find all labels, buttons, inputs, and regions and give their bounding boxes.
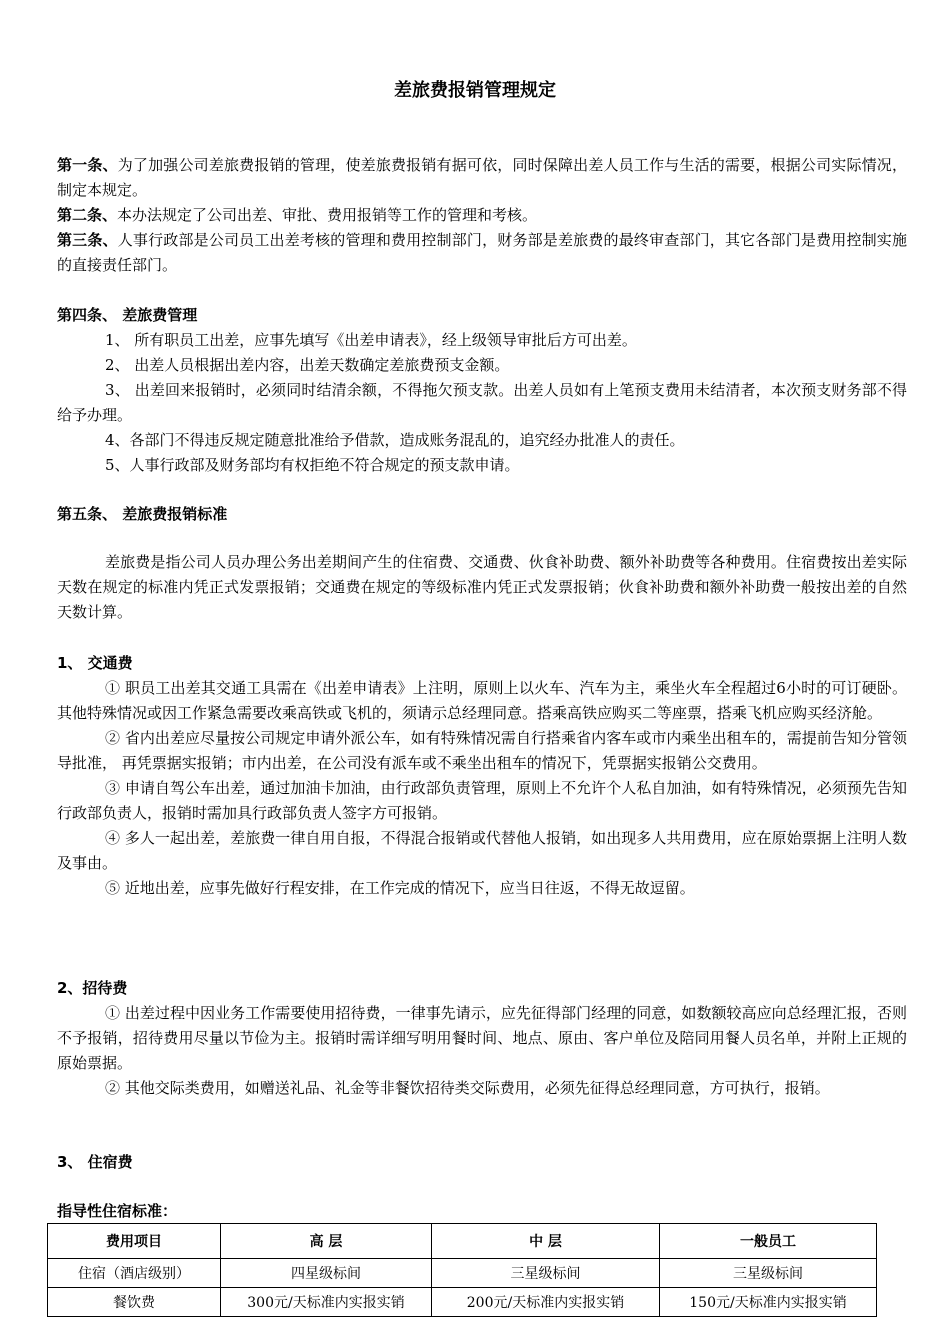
- transport-heading: 1、 交通费: [57, 654, 133, 672]
- table-header-row: [48, 1224, 877, 1259]
- article-5-heading: 第五条、 差旅费报销标准: [57, 505, 228, 523]
- transport-section: [57, 651, 907, 901]
- article-1-text: 为了加强公司差旅费报销的管理，使差旅费报销有据可依，同时保障出差人员工作与生活的需要，根据公司实际情况，制定本规定。: [57, 156, 907, 199]
- hospitality-item: ② 其他交际类费用，如赠送礼品、礼金等非餐饮招待类交际费用，必须先征得总经理同意，方可执行，报销。: [105, 1079, 830, 1097]
- article-5-section: [57, 502, 907, 527]
- table-header-cell: 一般员工: [660, 1224, 877, 1259]
- article-4-item: 3、 出差回来报销时，必须同时结清余额，不得拖欠预支款。出差人员如有上笔预支费用未结清者，本次预支财务部不得给予办理。: [57, 381, 907, 424]
- lodging-section: [57, 1150, 907, 1175]
- table-cell: 三星级标间: [432, 1259, 660, 1288]
- table-row: [48, 1259, 877, 1288]
- article-4-item: 1、 所有职员工出差，应事先填写《出差申请表》，经上级领导审批后方可出差。: [105, 331, 637, 349]
- table-cell: 三星级标间: [660, 1259, 877, 1288]
- article-4-heading: 第四条、 差旅费管理: [57, 306, 198, 324]
- article-4-item: 2、 出差人员根据出差内容，出差天数确定差旅费预支金额。: [105, 356, 510, 374]
- transport-item: ④ 多人一起出差，差旅费一律自用自报，不得混合报销或代替他人报销，如出现多人共用费用，应在原始票据上注明人数及事由。: [57, 829, 907, 872]
- article-4-item: 5、人事行政部及财务部均有权拒绝不符合规定的预支款申请。: [105, 456, 520, 474]
- table-cell: 住宿（酒店级别）: [48, 1259, 221, 1288]
- article-5-intro-block: [57, 550, 907, 625]
- article-2-text: 本办法规定了公司出差、审批、费用报销等工作的管理和考核。: [117, 206, 538, 224]
- lodging-subheading: 指导性住宿标准：: [57, 1202, 178, 1220]
- table-row: [48, 1288, 877, 1317]
- lodging-heading: 3、 住宿费: [57, 1153, 133, 1171]
- table-cell: 四星级标间: [221, 1259, 432, 1288]
- transport-item: ② 省内出差应尽量按公司规定申请外派公车，如有特殊情况需自行搭乘省内客车或市内乘坐出租车的，需提前告知分管领导批准， 再凭票据实报销；市内出差，在公司没有派车或不乘坐出租车的情况下，凭票据实报销公交费用。: [57, 729, 907, 772]
- lodging-subsection: [57, 1199, 907, 1224]
- transport-item: ⑤ 近地出差，应事先做好行程安排，在工作完成的情况下，应当日往返，不得无故逗留。: [105, 879, 695, 897]
- article-3: [57, 228, 907, 278]
- transport-item: ① 职员工出差其交通工具需在《出差申请表》上注明，原则上以火车、汽车为主，乘坐火车全程超过6小时的可订硬卧。其他特殊情况或因工作紧急需要改乘高铁或飞机的，须请示总经理同意。搭乘高铁应购买二等座票，搭乘飞机应购买经济舱。: [57, 679, 907, 722]
- general-articles: [57, 153, 907, 278]
- article-3-text: 人事行政部是公司员工出差考核的管理和费用控制部门，财务部是差旅费的最终审查部门，其它各部门是费用控制实施的直接责任部门。: [57, 231, 907, 274]
- transport-item: ③ 申请自驾公车出差，通过加油卡加油，由行政部负责管理，原则上不允许个人私自加油，如有特殊情况，必须预先告知行政部负责人，报销时需加具行政部负责人签字方可报销。: [57, 779, 907, 822]
- table-cell: 200元/天标准内实报实销: [432, 1288, 660, 1317]
- article-4-item: 4、各部门不得违反规定随意批准给予借款，造成账务混乱的，追究经办批准人的责任。: [105, 431, 685, 449]
- document-title: 差旅费报销管理规定: [394, 80, 556, 101]
- table-cell: 餐饮费: [48, 1288, 221, 1317]
- article-1: [57, 153, 907, 203]
- table-header-cell: 费用项目: [48, 1224, 221, 1259]
- hospitality-section: [57, 976, 907, 1101]
- hospitality-item: ① 出差过程中因业务工作需要使用招待费，一律事先请示，应先征得部门经理的同意，如数额较高应向总经理汇报，否则不予报销，招待费用尽量以节俭为主。报销时需详细写明用餐时间、地点、原由、客户单位及陪同用餐人员名单，并附上正规的原始票据。: [57, 1004, 907, 1072]
- article-2: [57, 203, 907, 228]
- lodging-standard-table: [47, 1223, 877, 1317]
- article-4-section: [57, 303, 907, 478]
- article-3-label: 第三条、: [57, 231, 118, 249]
- article-1-label: 第一条、: [57, 156, 118, 174]
- hospitality-heading: 2、招待费: [57, 979, 128, 997]
- table-header-cell: 中 层: [432, 1224, 660, 1259]
- article-5-intro: 差旅费是指公司人员办理公务出差期间产生的住宿费、交通费、伙食补助费、额外补助费等各种费用。住宿费按出差实际天数在规定的标准内凭正式发票报销；交通费在规定的等级标准内凭正式发票报销；伙食补助费和额外补助费一般按出差的自然天数计算。: [57, 553, 907, 621]
- article-2-label: 第二条、: [57, 206, 118, 224]
- table-header-cell: 高 层: [221, 1224, 432, 1259]
- table-cell: 300元/天标准内实报实销: [221, 1288, 432, 1317]
- table-cell: 150元/天标准内实报实销: [660, 1288, 877, 1317]
